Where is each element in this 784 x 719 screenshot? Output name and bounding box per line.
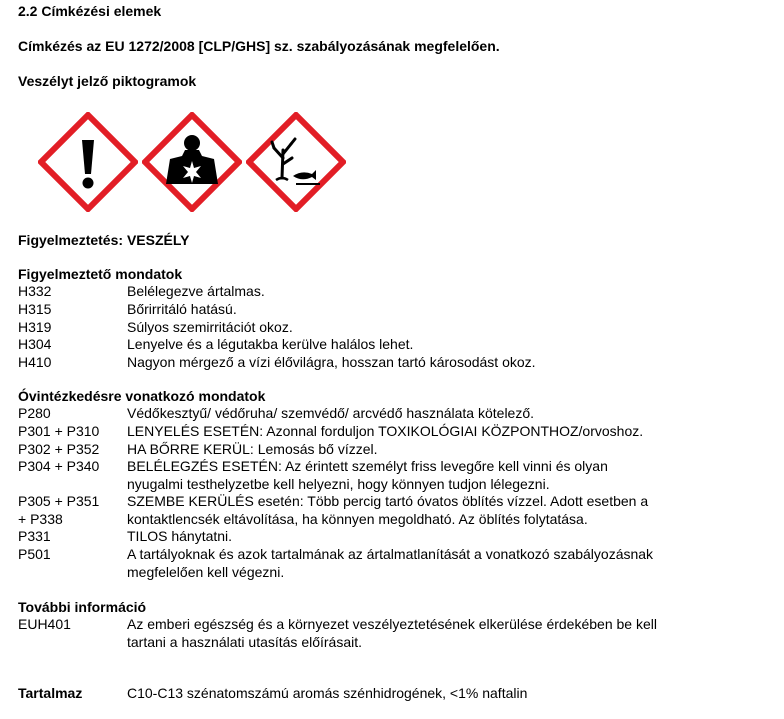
statement-text: Lenyelve és a légutakba kerülve halálos lehet. xyxy=(127,336,414,352)
pictograms-heading: Veszélyt jelző piktogramok xyxy=(18,73,197,89)
statement-code: P331 xyxy=(18,528,51,544)
contains-label: Tartalmaz xyxy=(18,685,83,701)
statement-code: P304 + P340 xyxy=(18,458,100,474)
statement-code: P280 xyxy=(18,405,51,421)
statement-text: Súlyos szemirritációt okoz. xyxy=(127,319,293,335)
statement-text: LENYELÉS ESETÉN: Azonnal forduljon TOXIKOLÓGIAI KÖZPONTHOZ/orvoshoz. xyxy=(127,423,644,439)
statement-text: tartani a használati utasítás előírásait. xyxy=(127,634,363,650)
statement-text: Belélegezve ártalmas. xyxy=(127,283,265,299)
statement-code: + P338 xyxy=(18,511,63,527)
hazard-statements-heading: Figyelmeztető mondatok xyxy=(18,266,183,282)
contains-value: C10-C13 szénatomszámú aromás szénhidrogének, <1% naftalin xyxy=(127,685,528,701)
statement-code: P305 + P351 xyxy=(18,493,100,509)
statement-text: Védőkesztyű/ védőruha/ szemvédő/ arcvédő használata kötelező. xyxy=(127,405,535,421)
statement-text: HA BŐRRE KERÜL: Lemosás bő vízzel. xyxy=(127,441,378,457)
further-info-heading: További információ xyxy=(18,599,147,615)
statement-text: A tartályoknak és azok tartalmának az ártalmatlanítását a vonatkozó szabályozásnak xyxy=(127,546,654,562)
statement-text: Nagyon mérgező a vízi élővilágra, hosszan tartó károsodást okoz. xyxy=(127,354,536,370)
statement-code: H410 xyxy=(18,354,52,370)
statement-code: H304 xyxy=(18,336,52,352)
statement-code: P501 xyxy=(18,546,51,562)
environment-hazard-icon xyxy=(246,112,346,212)
statement-text: BELÉLEGZÉS ESETÉN: Az érintett személyt friss levegőre kell vinni és olyan xyxy=(127,458,608,474)
signal-word-value: VESZÉLY xyxy=(126,232,190,248)
precaution-statements-heading: Óvintézkedésre vonatkozó mondatok xyxy=(18,388,266,404)
statement-code: P301 + P310 xyxy=(18,423,100,439)
signal-word-label: Figyelmeztetés: xyxy=(18,232,124,248)
statement-code: EUH401 xyxy=(18,616,71,632)
statement-text: SZEMBE KERÜLÉS esetén: Több percig tartó óvatos öblítés vízzel. Adott esetben a xyxy=(127,493,649,509)
statement-text: Az emberi egészség és a környezet veszélyeztetésének elkerülése érdekében be kell xyxy=(127,616,657,632)
exclamation-mark-icon xyxy=(38,112,138,212)
statement-code: H332 xyxy=(18,283,52,299)
statement-text: megfelelően kell végezni. xyxy=(127,564,285,580)
statement-code: H315 xyxy=(18,301,52,317)
section-title: 2.2 Címkézési elemek xyxy=(18,3,162,19)
statement-text: TILOS hánytatni. xyxy=(127,528,233,544)
statement-text: kontaktlencsék eltávolítása, ha könnyen megoldható. Az öblítés folytatása. xyxy=(127,511,588,527)
statement-code: P302 + P352 xyxy=(18,441,100,457)
statement-text: nyugalmi testhelyzetbe kell helyezni, hogy könnyen tudjon lélegezni. xyxy=(127,476,550,492)
signal-word-line xyxy=(18,232,189,249)
health-hazard-icon xyxy=(142,112,242,212)
statement-text: Bőrirritáló hatású. xyxy=(127,301,237,317)
statement-code: H319 xyxy=(18,319,52,335)
regulation-line: Címkézés az EU 1272/2008 [CLP/GHS] sz. szabályozásának megfelelően. xyxy=(18,38,500,54)
